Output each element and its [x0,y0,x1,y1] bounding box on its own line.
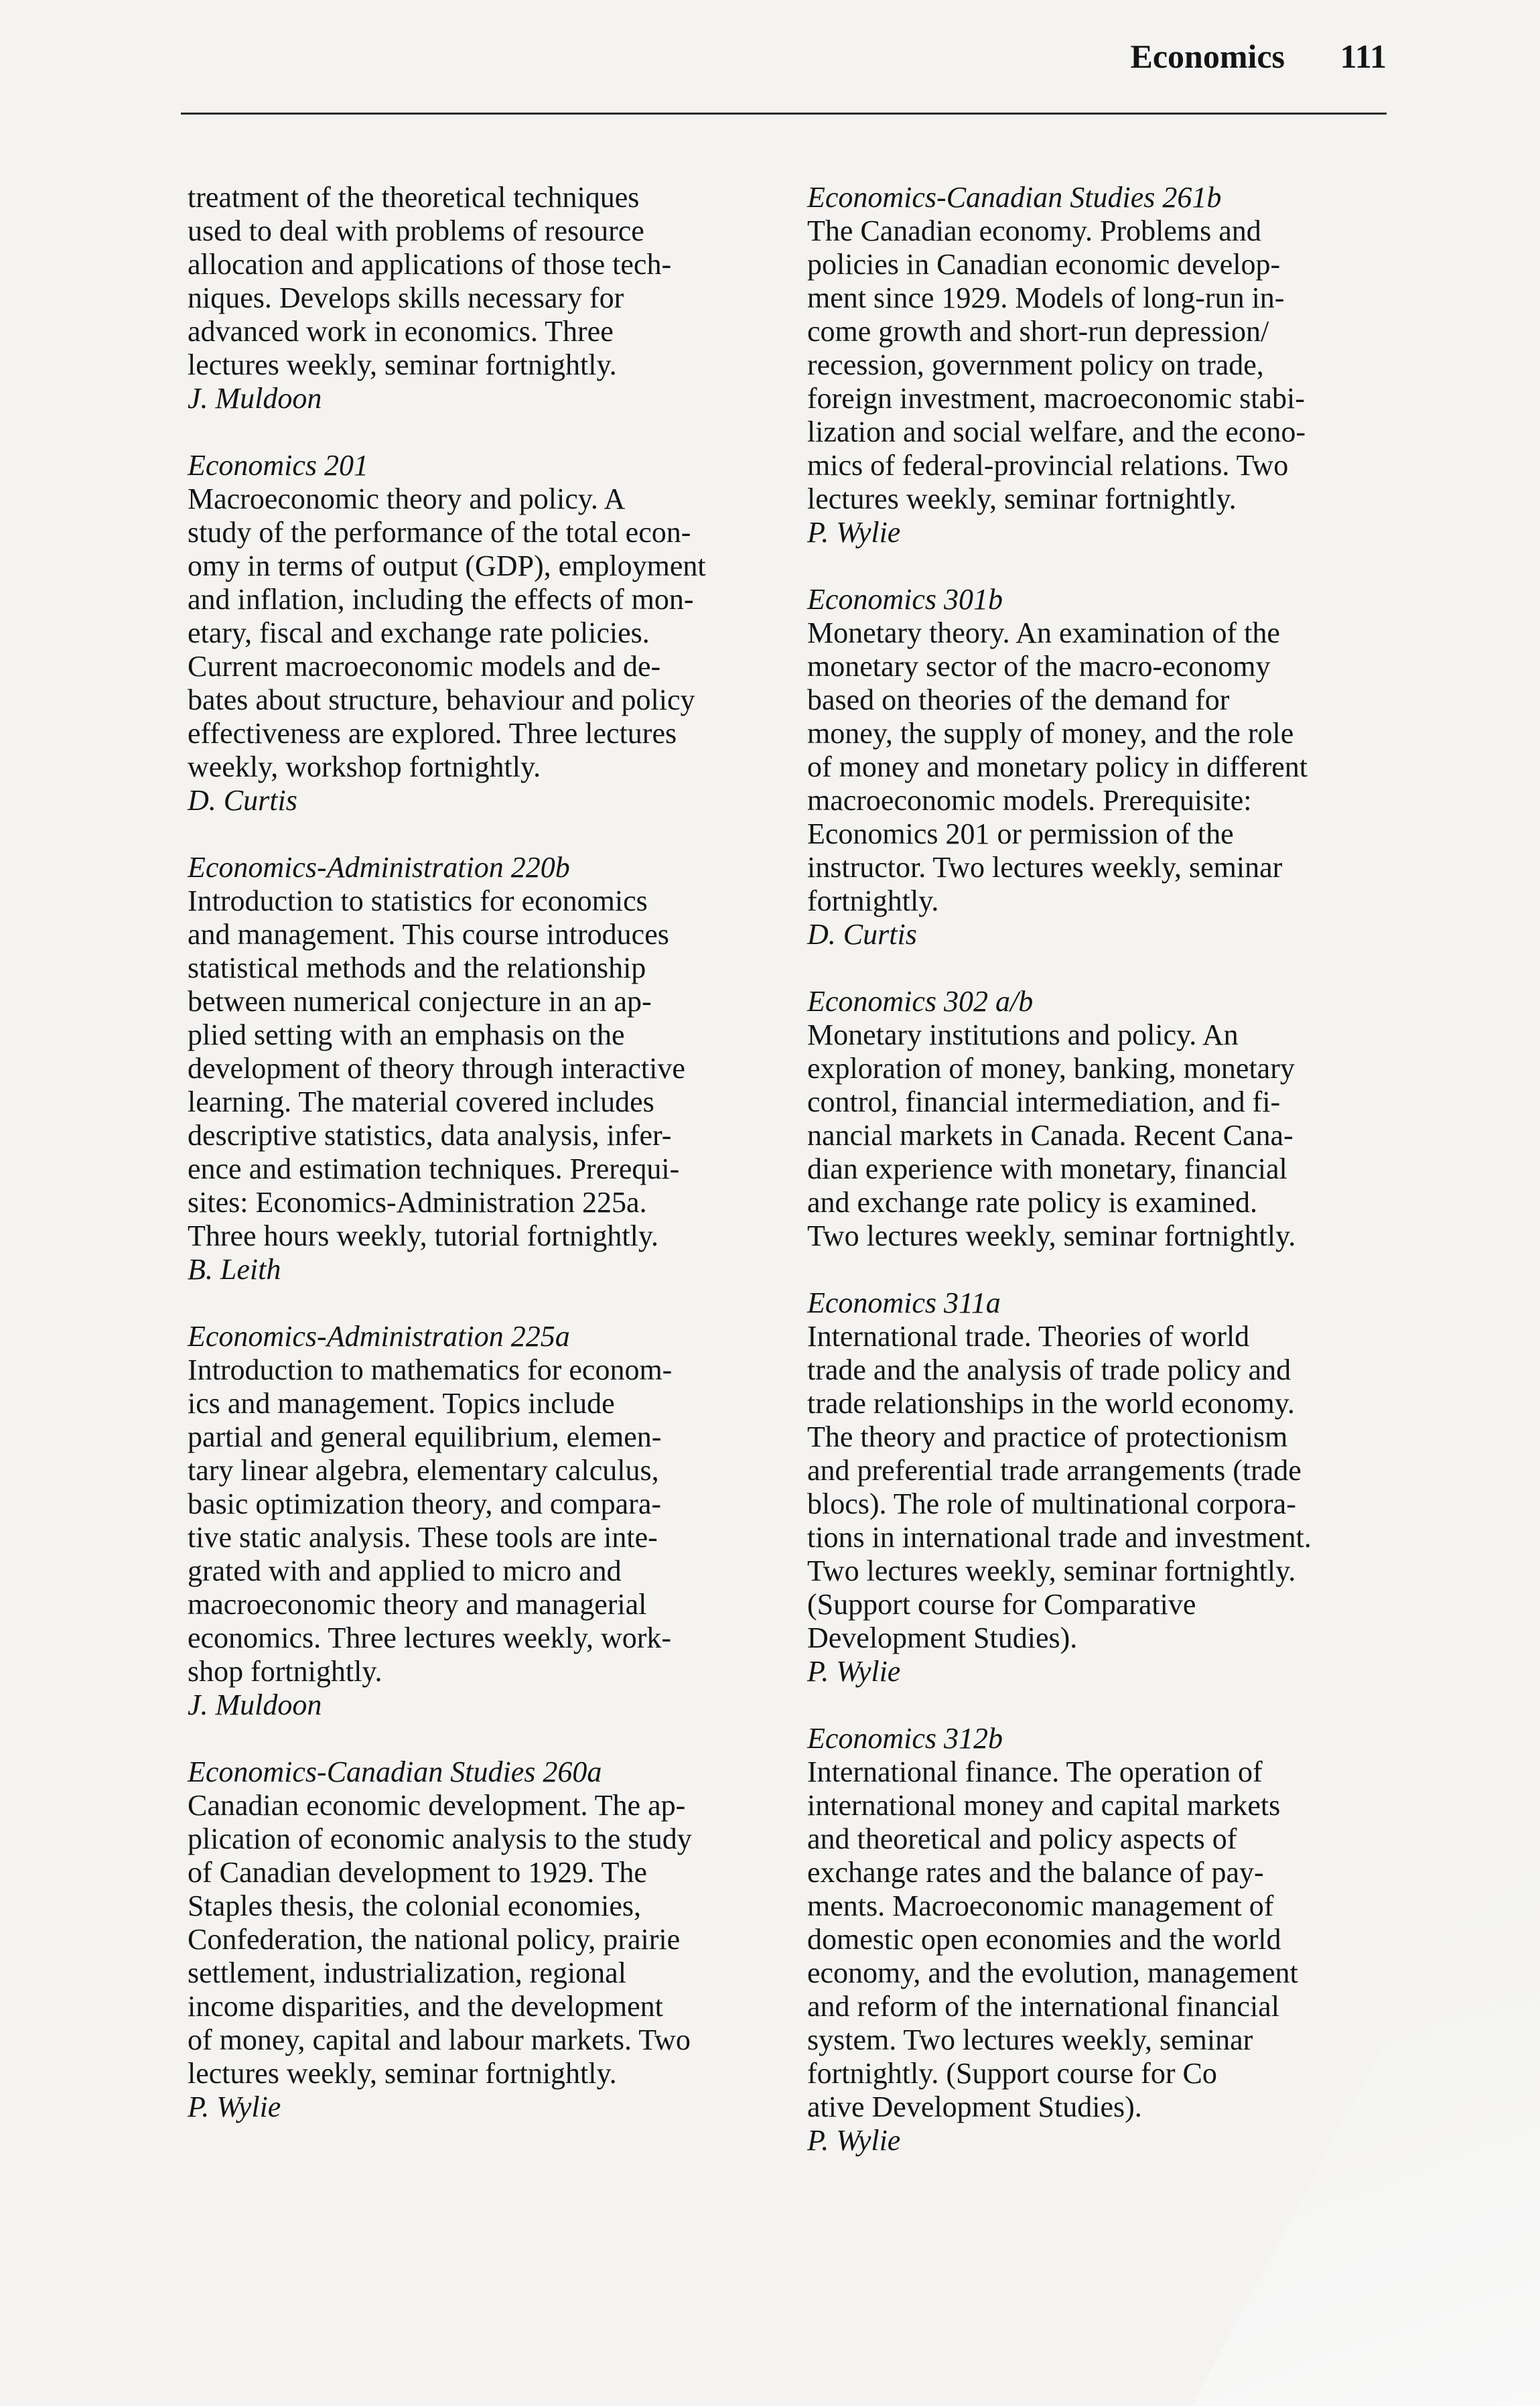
course-entry [188,851,790,1286]
course-instructor: B. Leith [188,1253,281,1286]
course-instructor: P. Wylie [807,2124,901,2157]
course-description: International trade. Theories of world trade and the analysis of trade policy and trade relationships in the world economy. The theory and practice of protectionism and preferential trade arrangements (trade blocs). The role of multinational corpora- tions in international trade and investment. Two lectures weekly, seminar fortnightly. (Support course for Comparative Development Studies). [807,1320,1312,1654]
course-instructor: P. Wylie [188,2090,281,2123]
course-description: Monetary institutions and policy. An exploration of money, banking, monetary control, financial intermediation, and fi- nancial markets in Canada. Recent Cana- dian experience with monetary, financial and exchange rate policy is examined. Two lectures weekly, seminar fortnightly. [807,1018,1296,1252]
course-instructor: J. Muldoon [188,382,322,415]
course-title: Economics 201 [188,449,369,482]
course-entry [188,449,790,817]
header-rule [181,113,1387,115]
course-description: Introduction to mathematics for econom- ics and management. Topics include partial and general equilibrium, elemen- tary linear algebra, elementary calculus, basic optimization theory, and compara- tive static analysis. These tools are inte- grated with and applied to micro and macroeconomic theory and managerial economics. Three lectures weekly, work- shop fortnightly. [188,1353,673,1688]
header-title: Economics [1130,38,1285,75]
course-entry [188,1755,790,2124]
course-title: Economics-Administration 220b [188,851,570,884]
course-description: Introduction to statistics for economics and management. This course introduces statistical methods and the relationship between numerical conjecture in an ap- plied setting with an emphasis on the development of theory through interactive learning. The material covered includes descriptive statistics, data analysis, infer- ence and estimation techniques. Prerequi- sites: Economics-Administration 225a. Three hours weekly, tutorial fortnightly. [188,884,685,1252]
course-entry [188,181,790,415]
course-description: Macroeconomic theory and policy. A study of the performance of the total econ- omy in terms of output (GDP), employment and inflation, including the effects of mon- etary, fiscal and exchange rate policies. Current macroeconomic models and de- bates about structure, behaviour and policy effectiveness are explored. Three lectures weekly, workshop fortnightly. [188,482,706,783]
right-column [807,181,1390,2191]
course-entry [807,1286,1390,1688]
course-instructor: J. Muldoon [188,1688,322,1721]
course-description: Canadian economic development. The ap- plication of economic analysis to the study of Canadian development to 1929. The Staples thesis, the colonial economies, Confederation, the national policy, prairie settlement, industrialization, regional income disparities, and the development of money, capital and labour markets. Two lectures weekly, seminar fortnightly. [188,1789,692,2090]
course-title: Economics 302 a/b [807,985,1034,1018]
course-title: Economics-Canadian Studies 261b [807,181,1222,214]
course-title: Economics-Canadian Studies 260a [188,1755,602,1788]
course-title: Economics 312b [807,1722,1003,1755]
running-header [0,37,1387,76]
course-instructor: P. Wylie [807,516,901,549]
course-title: Economics 311a [807,1286,1001,1319]
course-instructor: D. Curtis [188,784,297,817]
course-instructor: P. Wylie [807,1655,901,1688]
left-column [188,181,790,2157]
course-description: treatment of the theoretical techniques used to deal with problems of resource allocation and applications of those tech- niques. Develops skills necessary for advanced work in economics. Three lectures weekly, seminar fortnightly. [188,181,672,381]
course-entry [807,1722,1390,2157]
course-description: International finance. The operation of international money and capital markets and theoretical and policy aspects of exchange rates and the balance of pay- ments. Macroeconomic management of domestic open economies and the world economy, and the evolution, management and reform of the international financial system. Two lectures weekly, seminar fortnightly. (Support course for Co ative Development Studies). [807,1755,1298,2123]
course-entry [188,1320,790,1722]
course-title: Economics-Administration 225a [188,1320,570,1353]
course-entry [807,181,1390,549]
page-number: 111 [1340,38,1387,75]
course-instructor: D. Curtis [807,918,917,951]
course-entry [807,583,1390,951]
course-entry [807,985,1390,1253]
course-title: Economics 301b [807,583,1003,616]
course-description: The Canadian economy. Problems and policies in Canadian economic develop- ment since 1929. Models of long-run in- come growth and short-run depression/ recession, government policy on trade, foreign investment, macroeconomic stabi- lization and social welfare, and the econo- mics of federal-provincial relations. Two lectures weekly, seminar fortnightly. [807,214,1306,515]
course-description: Monetary theory. An examination of the monetary sector of the macro-economy based on theories of the demand for money, the supply of money, and the role of money and monetary policy in different macroeconomic models. Prerequisite: Economics 201 or permission of the instructor. Two lectures weekly, seminar fortnightly. [807,616,1308,917]
